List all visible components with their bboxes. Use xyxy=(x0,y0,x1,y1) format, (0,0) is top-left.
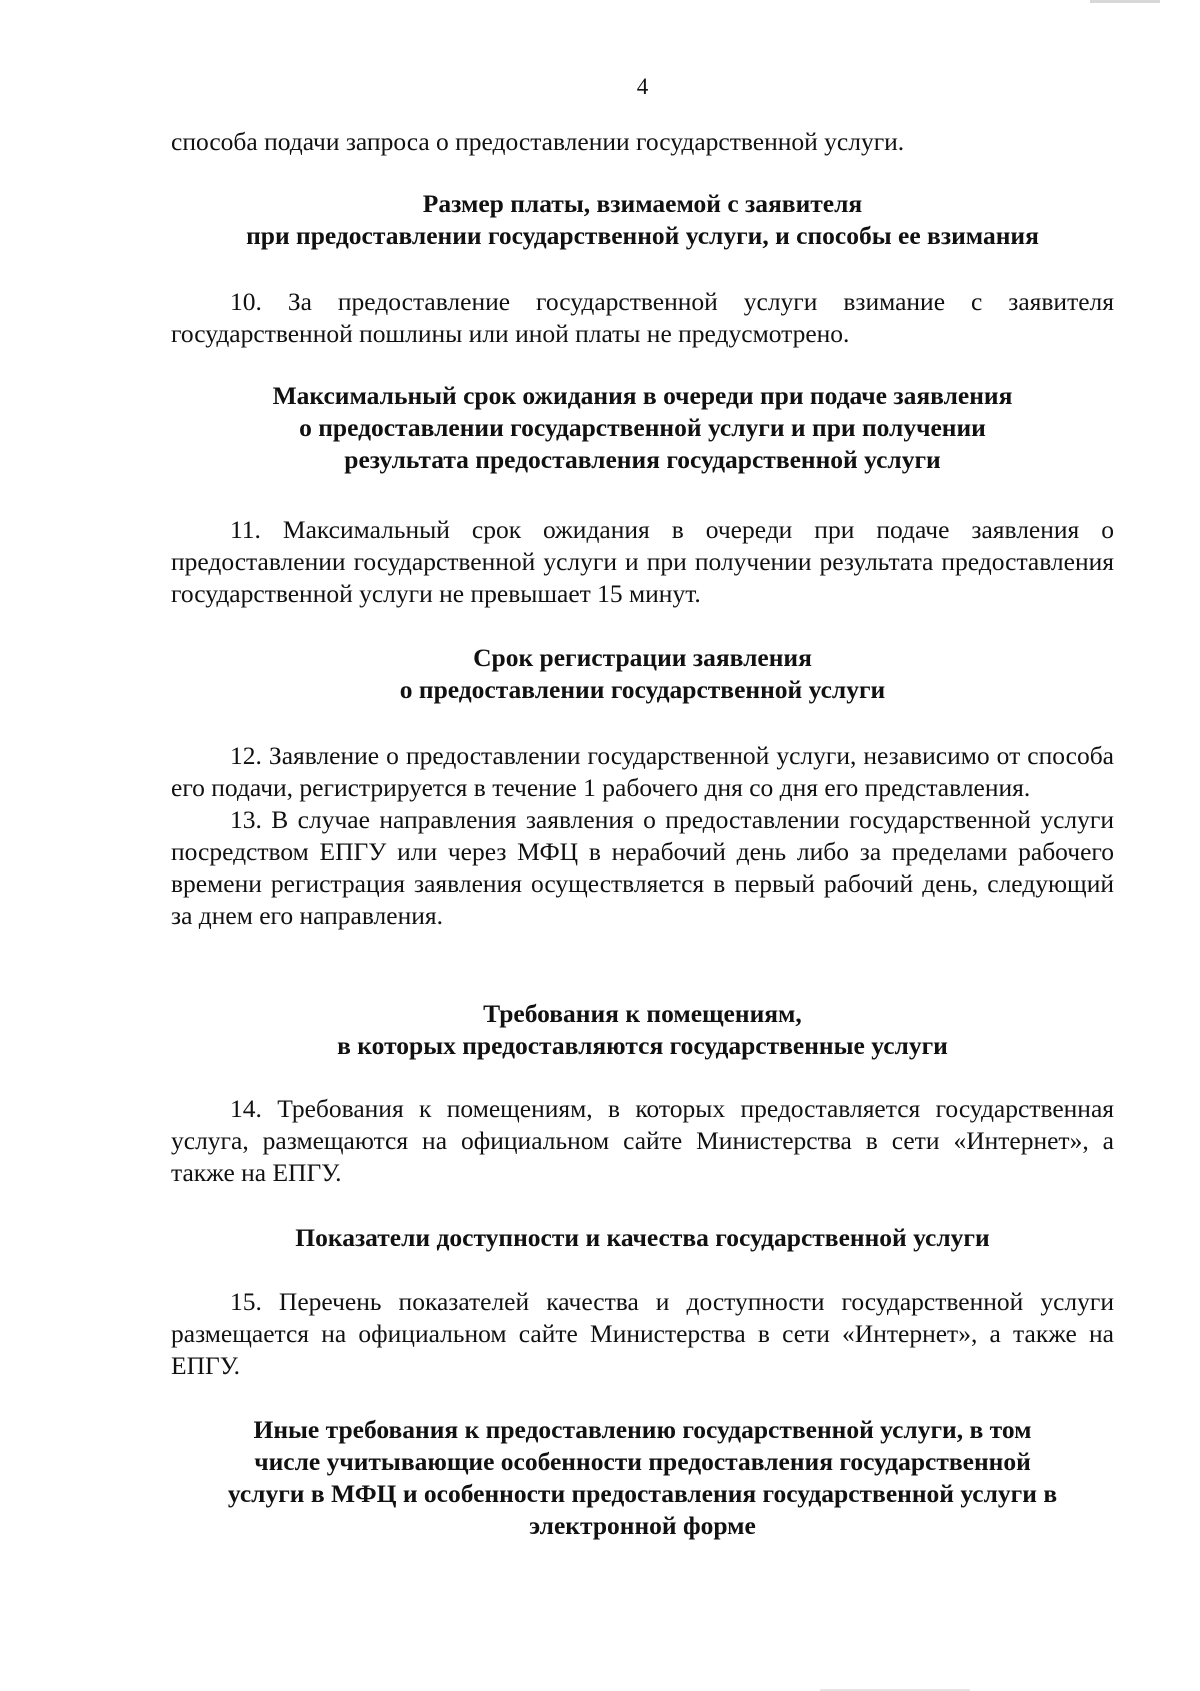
intro-text: способа подачи запроса о предоставлении государственной услуги. xyxy=(171,127,905,156)
heading-queue-line-3: результата предоставления государственной услуги xyxy=(344,445,941,474)
heading-premises-line-2: в которых предоставляются государственные услуги xyxy=(337,1031,948,1060)
paragraph-10 xyxy=(171,286,1114,350)
heading-fee xyxy=(171,188,1114,252)
heading-indicators-line-1: Показатели доступности и качества государственной услуги xyxy=(295,1223,990,1252)
heading-other-requirements xyxy=(171,1414,1114,1542)
paragraphs-12-13 xyxy=(171,740,1114,932)
heading-indicators xyxy=(171,1222,1114,1254)
paragraph-12-text: 12. Заявление о предоставлении государственной услуги, независимо от способа его подачи, регистрируется в течение 1 рабочего дня со дня его представления. xyxy=(171,741,1114,802)
heading-queue-line-1: Максимальный срок ожидания в очереди при подаче заявления xyxy=(272,381,1013,410)
heading-other-line-3: услуги в МФЦ и особенности предоставления государственной услуги в xyxy=(227,1479,1058,1508)
page-number: 4 xyxy=(636,74,649,99)
paragraph-10-text: 10. За предоставление государственной услуги взимание с заявителя государственной пошлины или иной платы не предусмотрено. xyxy=(171,287,1114,348)
heading-registration xyxy=(171,642,1114,706)
paragraph-13-text: 13. В случае направления заявления о предоставлении государственной услуги посредством ЕПГУ или через МФЦ в нерабочий день либо за пределами рабочего времени регистрация заявления осуществляется в первый рабочий день, следующий за днем его направления. xyxy=(171,805,1114,930)
paragraph-15 xyxy=(171,1286,1114,1382)
heading-other-line-2: числе учитывающие особенности предоставления государственной xyxy=(254,1447,1031,1476)
scan-artifact-top xyxy=(1090,0,1160,3)
heading-fee-line-2: при предоставлении государственной услуги, и способы ее взимания xyxy=(246,221,1039,250)
heading-queue xyxy=(171,380,1114,476)
paragraph-11 xyxy=(171,514,1114,610)
paragraph-14 xyxy=(171,1093,1114,1189)
paragraph-15-text: 15. Перечень показателей качества и доступности государственной услуги размещается на официальном сайте Министерства в сети «Интернет», а также на ЕПГУ. xyxy=(171,1287,1114,1380)
heading-registration-line-1: Срок регистрации заявления xyxy=(473,643,812,672)
heading-other-line-4: электронной форме xyxy=(529,1511,756,1540)
heading-other-line-1: Иные требования к предоставлению государственной услуги, в том xyxy=(253,1415,1032,1444)
heading-registration-line-2: о предоставлении государственной услуги xyxy=(399,675,886,704)
paragraph-11-text: 11. Максимальный срок ожидания в очереди при подаче заявления о предоставлении государственной услуги и при получении результата предоставления государственной услуги не превышает 15 минут. xyxy=(171,515,1114,608)
paragraph-14-text: 14. Требования к помещениям, в которых предоставляется государственная услуга, размещаются на официальном сайте Министерства в сети «Интернет», а также на ЕПГУ. xyxy=(171,1094,1114,1187)
heading-premises xyxy=(171,998,1114,1062)
heading-queue-line-2: о предоставлении государственной услуги и при получении xyxy=(299,413,986,442)
heading-fee-line-1: Размер платы, взимаемой с заявителя xyxy=(422,189,863,218)
heading-premises-line-1: Требования к помещениям, xyxy=(483,999,802,1028)
intro-paragraph xyxy=(171,126,1114,158)
